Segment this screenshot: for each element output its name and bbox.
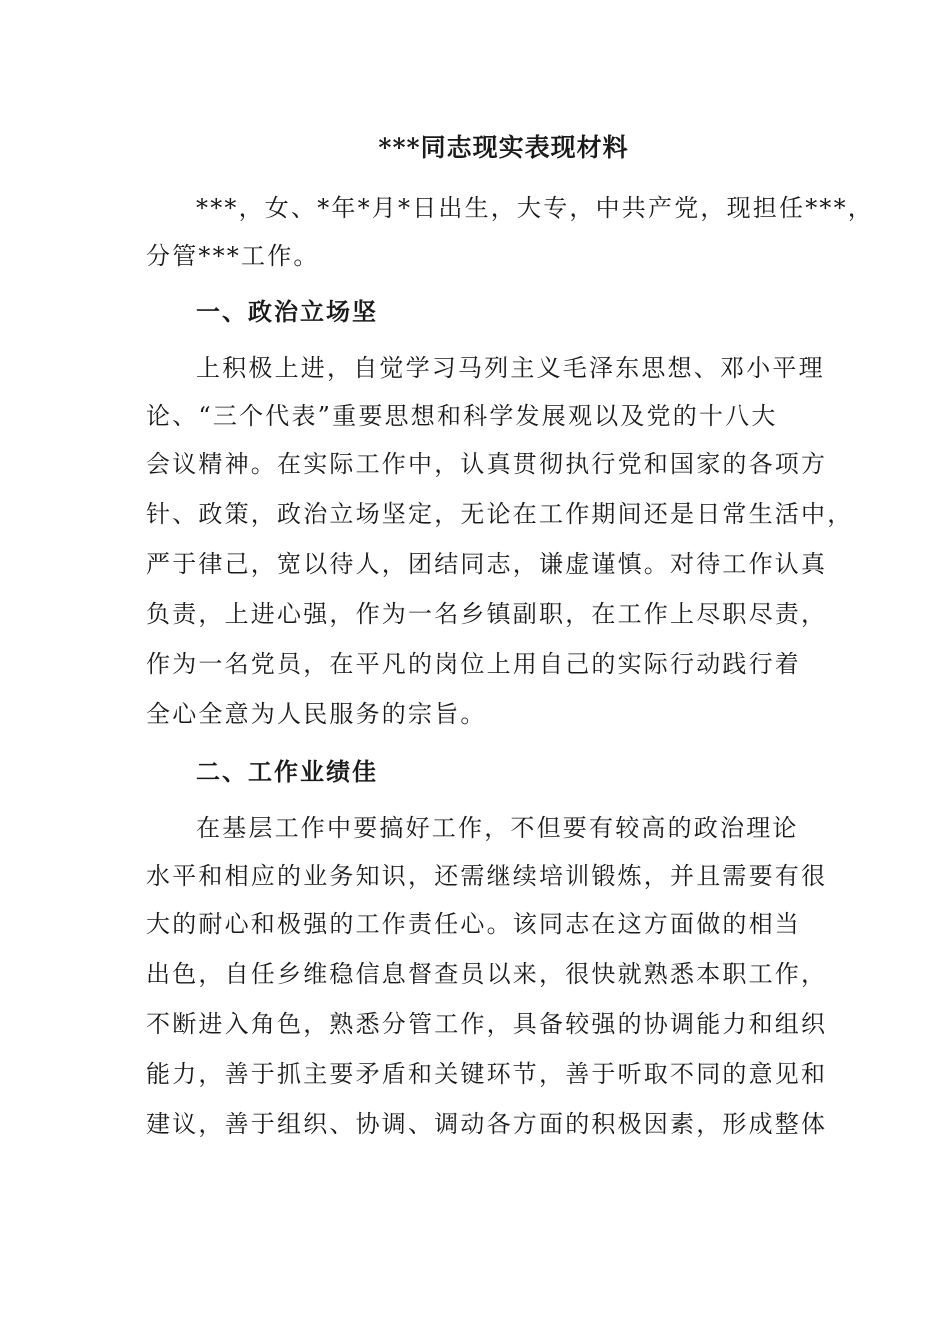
section2-line-1: 在基层工作中要搞好工作，不但要有较高的政治理论 <box>196 814 799 842</box>
section1-line-8: 全心全意为人民服务的宗旨。 <box>146 700 487 728</box>
section1-line-3: 会议精神。在实际工作中，认真贯彻执行党和国家的各项方 <box>146 450 828 478</box>
section-heading-1: 一、政治立场坚 <box>196 297 378 326</box>
section2-line-5: 不断进入角色，熟悉分管工作，具备较强的协调能力和组织 <box>146 1010 828 1038</box>
section2-line-7: 建议，善于组织、协调、调动各方面的积极因素，形成整体 <box>146 1110 828 1138</box>
section1-line-4: 针、政策，政治立场坚定，无论在工作期间还是日常生活中， <box>146 500 854 528</box>
section-heading-2: 二、工作业绩佳 <box>196 757 378 786</box>
section2-line-4: 出色，自任乡维稳信息督查员以来，很快就熟悉本职工作， <box>146 960 828 988</box>
section1-line-7: 作为一名党员，在平凡的岗位上用自己的实际行动践行着 <box>146 650 801 678</box>
section2-line-3: 大的耐心和极强的工作责任心。该同志在这方面做的相当 <box>146 910 801 938</box>
section1-line-6: 负责，上进心强，作为一名乡镇副职，在工作上尽职尽责， <box>146 600 828 628</box>
section1-line-2: 论、“三个代表”重要思想和科学发展观以及党的十八大 <box>146 402 778 430</box>
section1-line-5: 严于律己，宽以待人，团结同志，谦虚谨慎。对待工作认真 <box>146 550 828 578</box>
section2-line-6: 能力，善于抓主要矛盾和关键环节，善于听取不同的意见和 <box>146 1060 828 1088</box>
document-title: ***同志现实表现材料 <box>378 133 629 162</box>
intro-line-1: ***，女、*年*月*日出生，大专，中共产党，现担任***， <box>196 194 874 222</box>
intro-line-2: 分管***工作。 <box>146 242 320 270</box>
section1-line-1: 上积极上进，自觉学习马列主义毛泽东思想、邓小平理 <box>196 354 825 382</box>
section2-line-2: 水平和相应的业务知识，还需继续培训锻炼，并且需要有很 <box>146 862 828 890</box>
